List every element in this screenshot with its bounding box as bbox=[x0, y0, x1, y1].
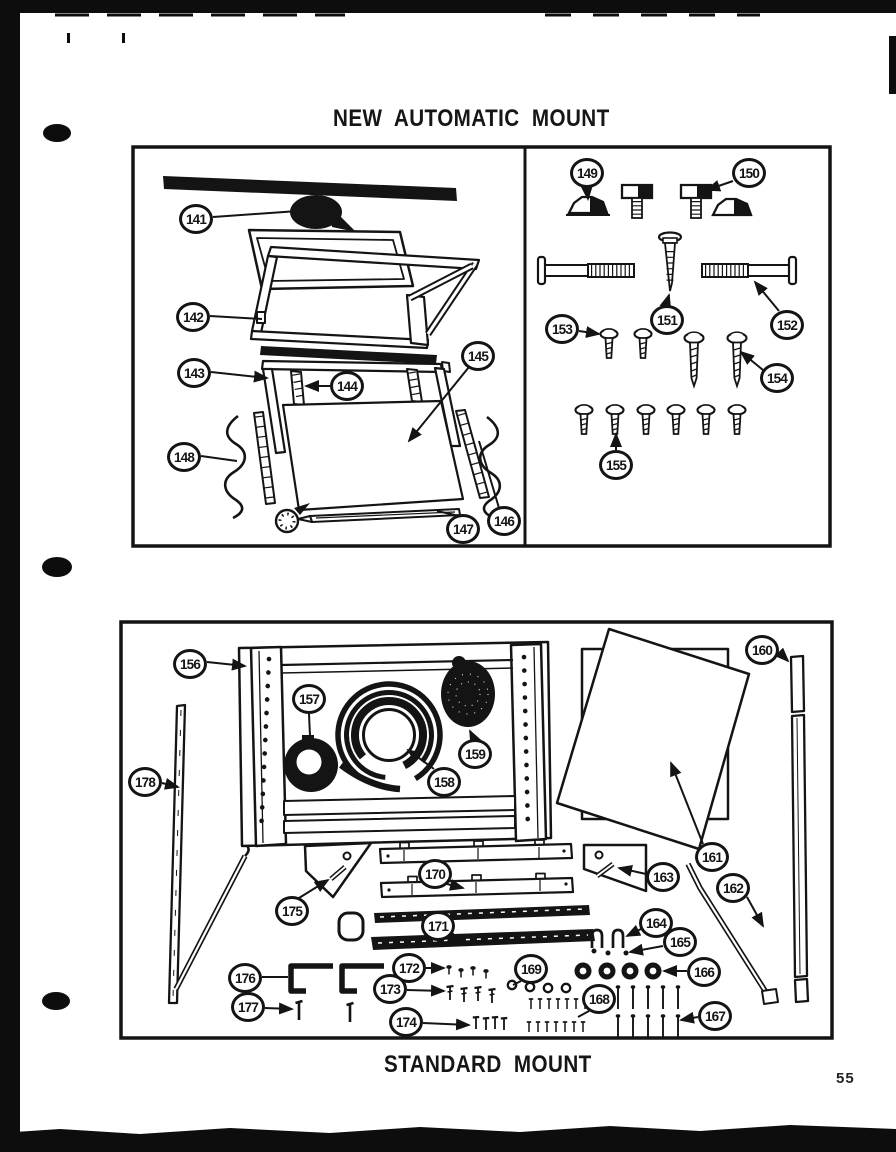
callout-166: 166 bbox=[687, 957, 721, 987]
callout-155: 155 bbox=[599, 450, 633, 480]
callout-178: 178 bbox=[128, 767, 162, 797]
callout-153: 153 bbox=[545, 314, 579, 344]
callout-141: 141 bbox=[179, 204, 213, 234]
callout-151: 151 bbox=[650, 305, 684, 335]
wavy-line-left bbox=[225, 416, 245, 518]
callout-147: 147 bbox=[446, 514, 480, 544]
callout-167: 167 bbox=[698, 1001, 732, 1031]
section-title-standard-mount: STANDARD MOUNT bbox=[384, 1051, 592, 1078]
callout-145: 145 bbox=[461, 341, 495, 371]
section-title-new-automatic-mount: NEW AUTOMATIC MOUNT bbox=[333, 105, 610, 132]
callout-142: 142 bbox=[176, 302, 210, 332]
foam-strip bbox=[371, 929, 595, 950]
callout-154: 154 bbox=[760, 363, 794, 393]
callout-168: 168 bbox=[582, 984, 616, 1014]
callout-144: 144 bbox=[330, 371, 364, 401]
support-rod bbox=[407, 369, 422, 402]
callout-171: 171 bbox=[421, 911, 455, 941]
callout-152: 152 bbox=[770, 310, 804, 340]
callout-143: 143 bbox=[177, 358, 211, 388]
callout-173: 173 bbox=[373, 974, 407, 1004]
binder-hole bbox=[42, 557, 72, 577]
callout-148: 148 bbox=[167, 442, 201, 472]
callout-158: 158 bbox=[427, 767, 461, 797]
callout-159: 159 bbox=[458, 739, 492, 769]
page-number: 55 bbox=[836, 1070, 855, 1087]
callout-164: 164 bbox=[639, 908, 673, 938]
callout-156: 156 bbox=[173, 649, 207, 679]
callout-160: 160 bbox=[745, 635, 779, 665]
binder-hole bbox=[42, 992, 70, 1010]
automatic-mount-drawing bbox=[163, 176, 500, 532]
binder-hole bbox=[43, 124, 71, 142]
binder-holes bbox=[42, 124, 72, 1010]
callout-146: 146 bbox=[487, 506, 521, 536]
corner-plate bbox=[584, 845, 646, 891]
callout-170: 170 bbox=[418, 859, 452, 889]
callout-161: 161 bbox=[695, 842, 729, 872]
mount-panel bbox=[283, 401, 463, 510]
callout-149: 149 bbox=[570, 158, 604, 188]
callout-174: 174 bbox=[389, 1007, 423, 1037]
callout-169: 169 bbox=[514, 954, 548, 984]
callout-176: 176 bbox=[228, 963, 262, 993]
callout-163: 163 bbox=[646, 862, 680, 892]
callout-157: 157 bbox=[292, 684, 326, 714]
callout-162: 162 bbox=[716, 873, 750, 903]
callout-175: 175 bbox=[275, 896, 309, 926]
callout-177: 177 bbox=[231, 992, 265, 1022]
cap-part bbox=[339, 913, 363, 940]
callout-165: 165 bbox=[663, 927, 697, 957]
callout-172: 172 bbox=[392, 953, 426, 983]
callout-150: 150 bbox=[732, 158, 766, 188]
foam-strip bbox=[374, 905, 590, 923]
